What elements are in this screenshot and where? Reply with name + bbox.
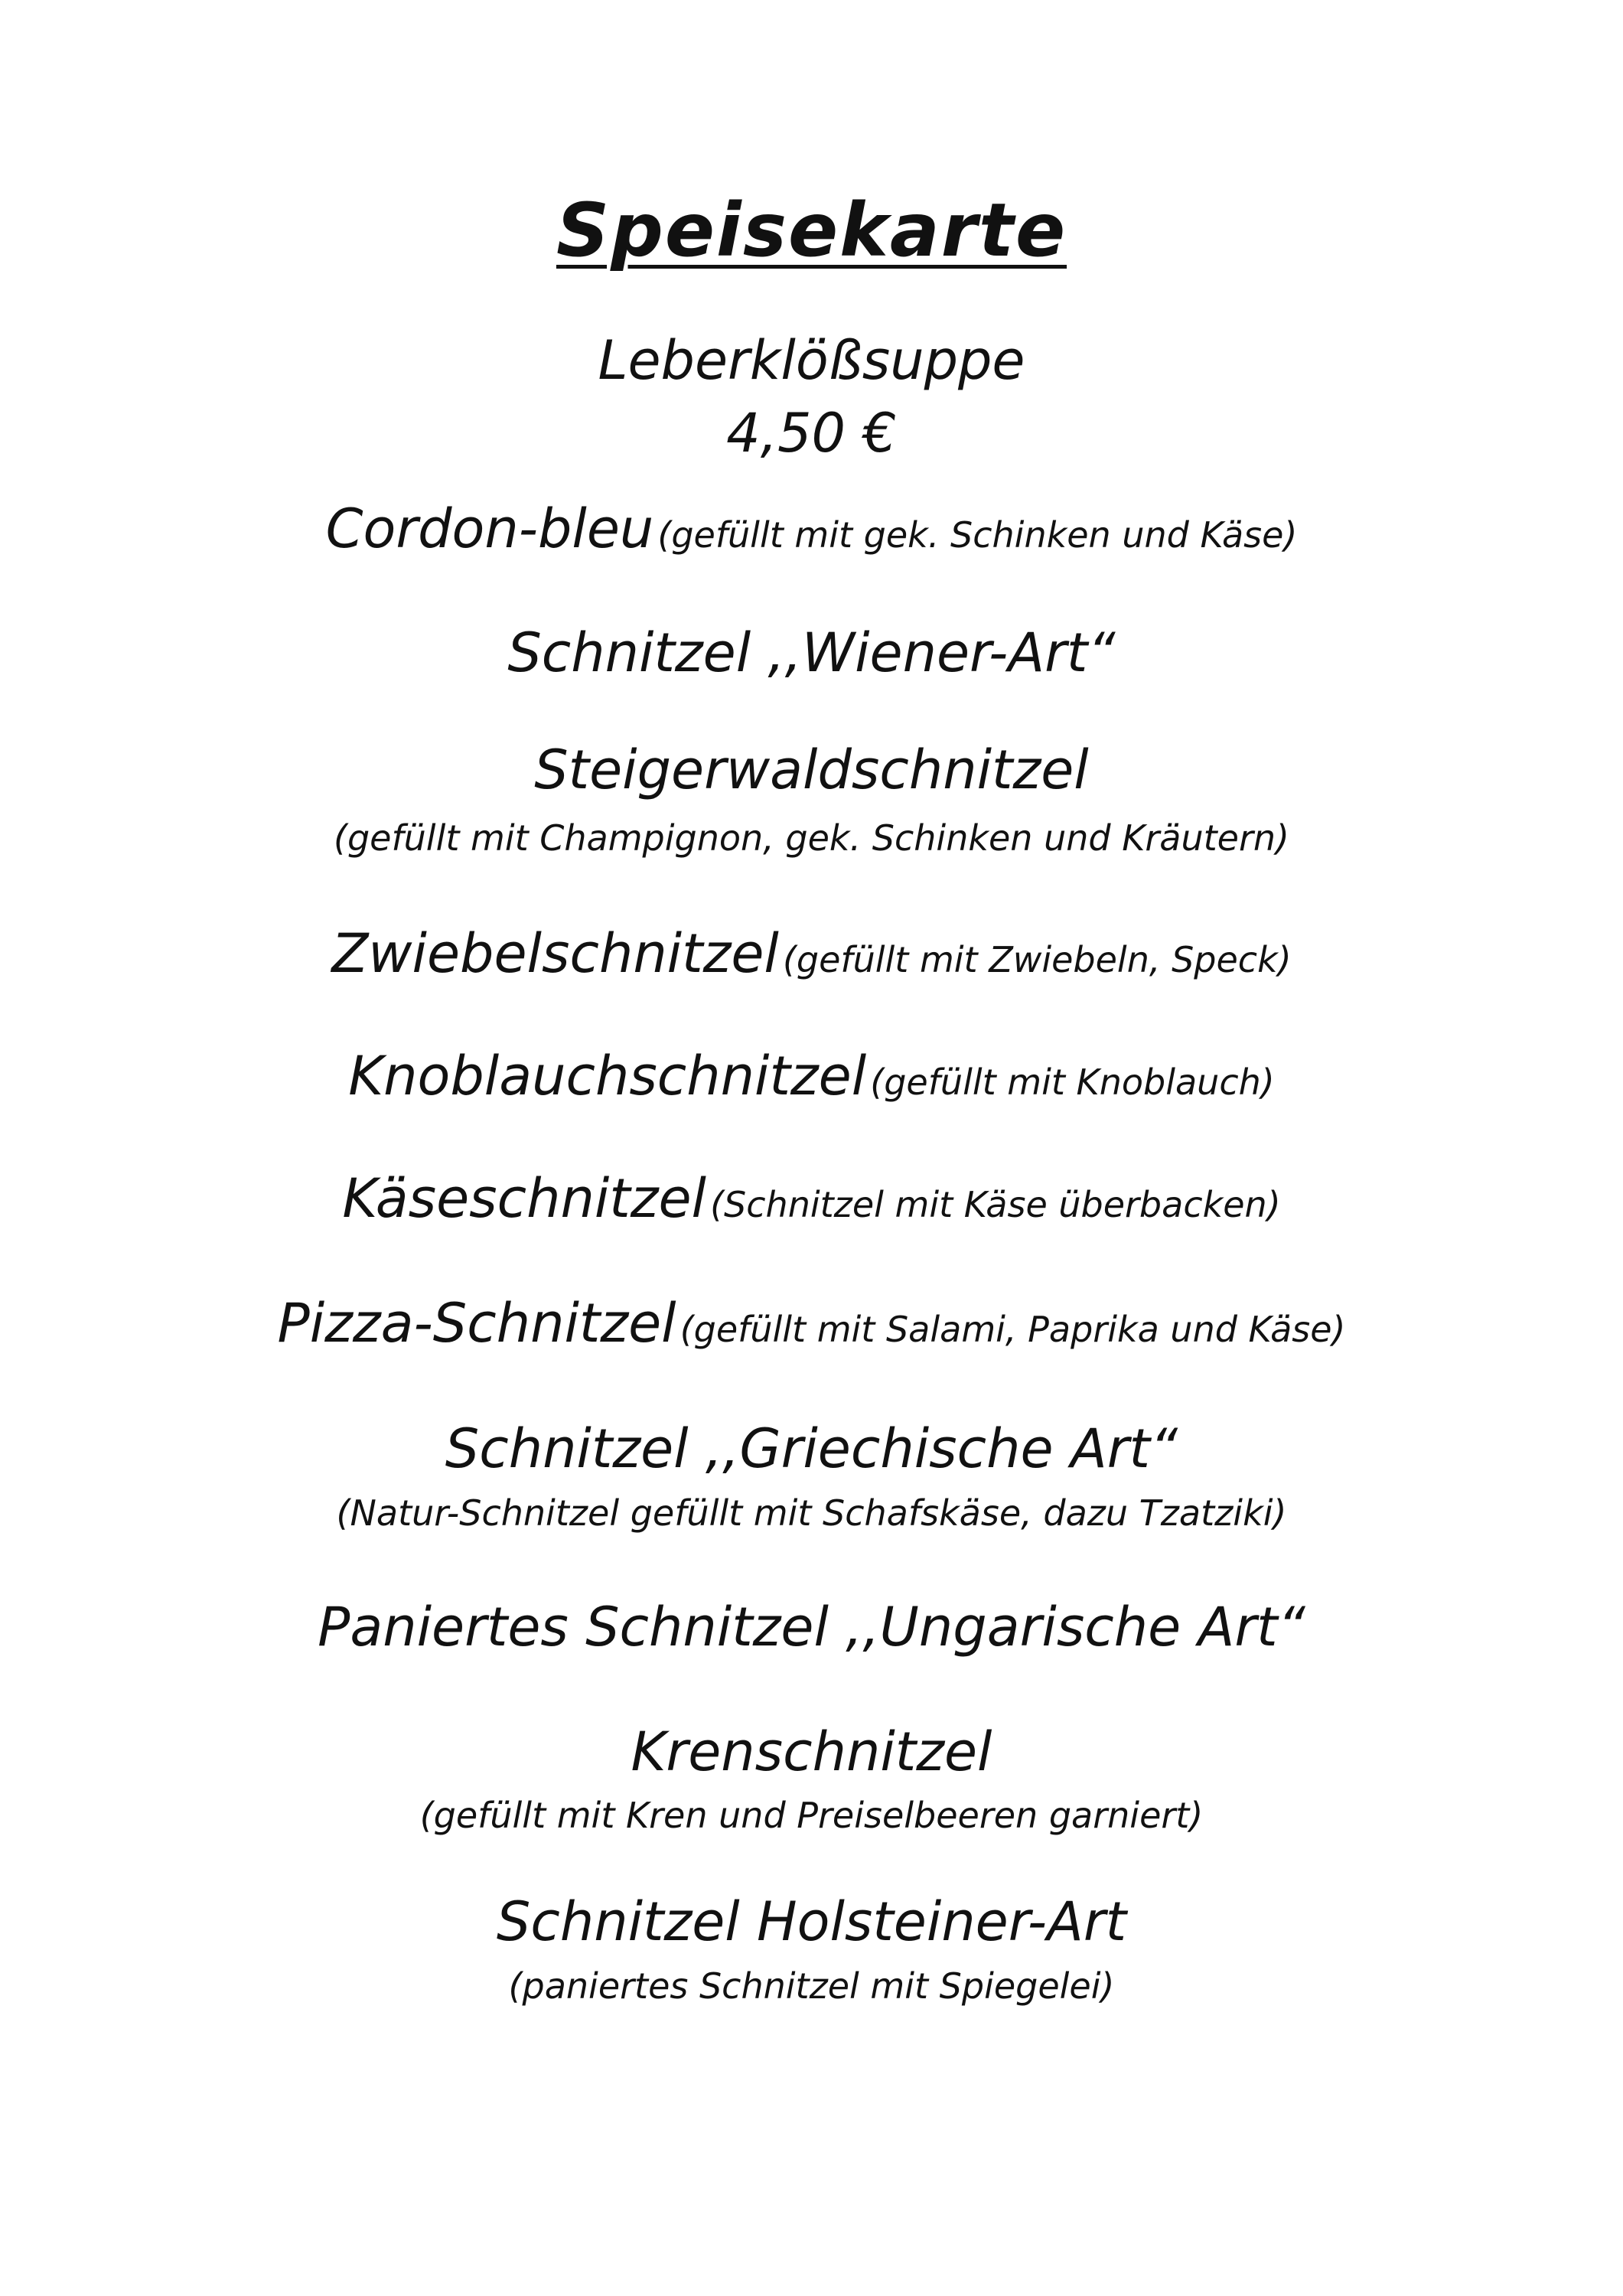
menu-item-note: (gefüllt mit Zwiebeln, Speck)	[782, 939, 1292, 980]
menu-item-note: (Schnitzel mit Käse überbacken)	[710, 1184, 1281, 1225]
menu-item-steigerwaldschnitzel-note: (gefüllt mit Champignon, gek. Schinken und Kräutern)	[334, 817, 1289, 859]
menu-item-note: (gefüllt mit Knoblauch)	[870, 1062, 1275, 1103]
menu-item-note: (gefüllt mit Salami, Paprika und Käse)	[680, 1309, 1346, 1350]
menu-item-note: (gefüllt mit gek. Schinken und Käse)	[657, 514, 1298, 556]
menu-item-steigerwaldschnitzel: Steigerwaldschnitzel	[534, 739, 1089, 801]
menu-item-cordon-bleu	[0, 497, 1623, 560]
menu-item-name: Knoblauchschnitzel	[348, 1045, 867, 1107]
menu-item-ungarische-art: Paniertes Schnitzel ,,Ungarische Art“	[318, 1596, 1305, 1658]
menu-item-griechische-art: Schnitzel ,,Griechische Art“	[445, 1417, 1178, 1480]
menu-item-krenschnitzel-note: (gefüllt mit Kren und Preiselbeeren garniert)	[419, 1795, 1204, 1836]
menu-item-name: Pizza-Schnitzel	[277, 1292, 676, 1355]
menu-item-wiener-art: Schnitzel ,,Wiener-Art“	[507, 621, 1116, 684]
menu-item-zwiebelschnitzel	[0, 922, 1623, 985]
menu-item-kaeseschnitzel	[0, 1167, 1623, 1230]
menu-item-name: Cordon-bleu	[325, 497, 654, 560]
soup-price: 4,50 €	[726, 402, 897, 465]
soup-name: Leberklößsuppe	[598, 329, 1025, 392]
menu-item-holsteiner-art: Schnitzel Holsteiner-Art	[496, 1890, 1127, 1953]
menu-item-pizza-schnitzel	[0, 1292, 1623, 1355]
menu-item-griechische-art-note: (Natur-Schnitzel gefüllt mit Schafskäse, dazu Tzatziki)	[336, 1492, 1287, 1534]
menu-item-name: Zwiebelschnitzel	[331, 922, 779, 985]
menu-item-holsteiner-art-note: (paniertes Schnitzel mit Spiegelei)	[508, 1965, 1115, 2007]
menu-item-name: Käseschnitzel	[342, 1167, 707, 1230]
menu-title: Speisekarte	[556, 188, 1067, 273]
menu-item-krenschnitzel: Krenschnitzel	[631, 1720, 992, 1783]
menu-item-knoblauchschnitzel	[0, 1045, 1623, 1107]
